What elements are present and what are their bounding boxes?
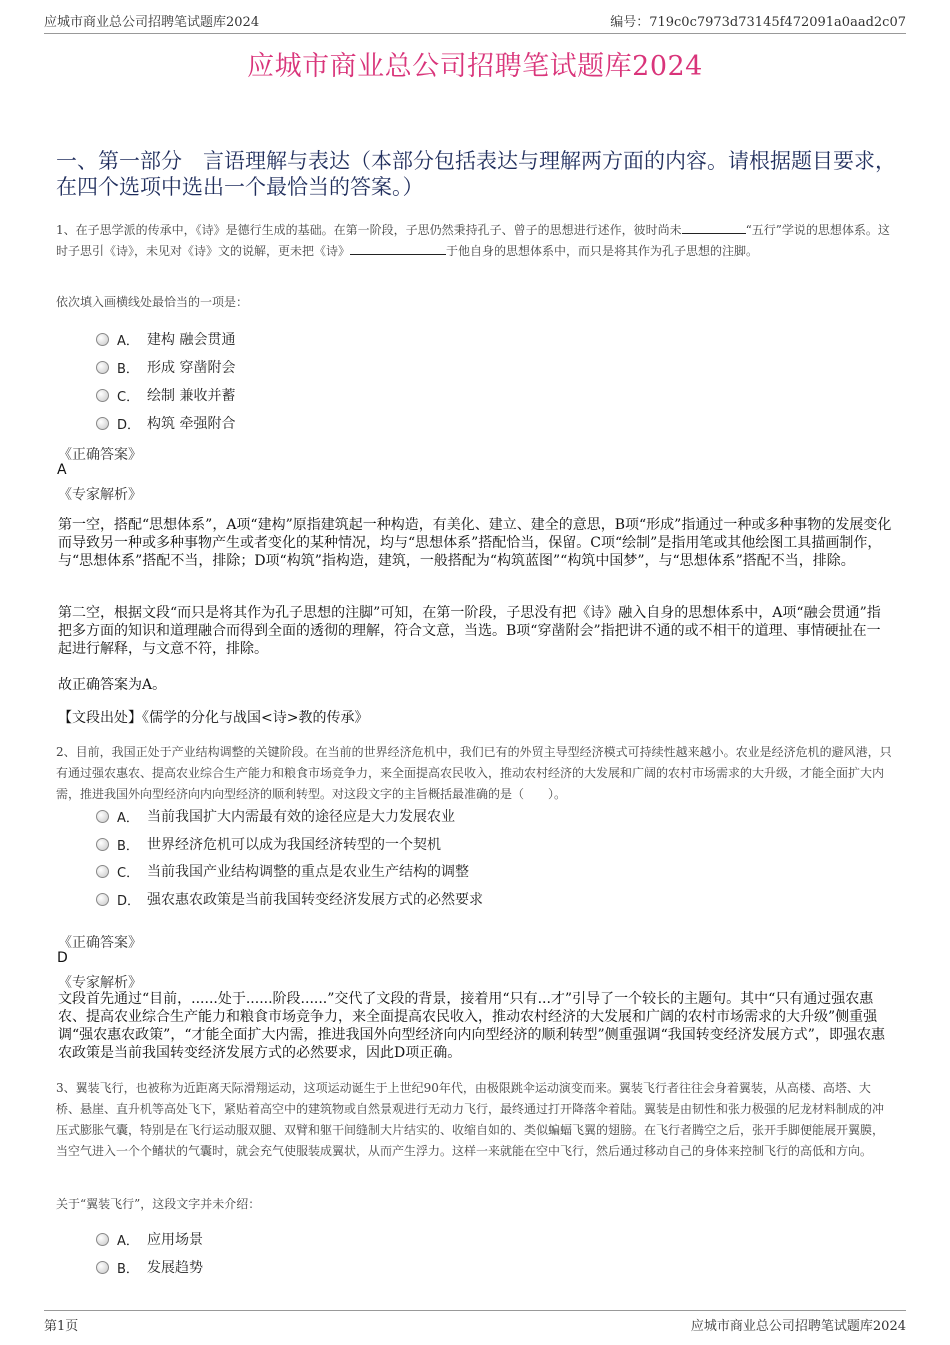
option-text: 世界经济危机可以成为我国经济转型的一个契机 bbox=[147, 837, 441, 853]
page-number: 第1页 bbox=[44, 1319, 79, 1334]
radio-icon[interactable] bbox=[96, 838, 109, 851]
radio-icon[interactable] bbox=[96, 361, 109, 374]
q1-conclusion: 故正确答案为A。 bbox=[58, 677, 167, 693]
option-letter: D． bbox=[117, 893, 141, 909]
q2-answer: D bbox=[57, 950, 68, 966]
q2-option-c[interactable] bbox=[96, 860, 469, 882]
document-title: 应城市商业总公司招聘笔试题库2024 bbox=[247, 51, 703, 82]
option-letter: C． bbox=[117, 865, 140, 881]
radio-icon[interactable] bbox=[96, 1233, 109, 1246]
radio-icon[interactable] bbox=[96, 893, 109, 906]
option-letter: D． bbox=[117, 417, 141, 433]
q3-option-b[interactable] bbox=[96, 1256, 203, 1278]
option-text: 应用场景 bbox=[147, 1232, 203, 1248]
q2-analysis-label: 《专家解析》 bbox=[58, 975, 142, 991]
q1-text-part-3: 于他自身的思想体系中，而只是将其作为孔子思想的注脚。 bbox=[446, 244, 759, 258]
option-letter: B． bbox=[117, 1261, 139, 1277]
radio-icon[interactable] bbox=[96, 389, 109, 402]
q2-analysis: 文段首先通过“目前，......处于......阶段......”交代了文段的背景，接着用“只有...才”引导了一个较长的主题句。其中“只有通过强农惠农、提高农业综合生产能力和粮食市场竞争力，来全面提高农民收入，推动农村经济的大发展和广阔的农村市场需求的大升级”侧重强调“强农惠农政策”，“才能全面扩大内需，推进我国外向型经济向内向型经济的顺利转型”侧重强调“我国转变经济发展方式”，即强农惠农政策是当前我国转变经济发展方式的必然要求，因此D项正确。 bbox=[58, 991, 885, 1061]
option-text: 建构 融会贯通 bbox=[147, 332, 236, 348]
radio-icon[interactable] bbox=[96, 417, 109, 430]
q1-answer: A bbox=[57, 462, 67, 478]
q1-option-b[interactable] bbox=[96, 356, 235, 378]
radio-icon[interactable] bbox=[96, 865, 109, 878]
option-letter: A． bbox=[117, 333, 139, 349]
header-left-title: 应城市商业总公司招聘笔试题库2024 bbox=[44, 15, 260, 30]
q1-analysis-label: 《专家解析》 bbox=[58, 487, 142, 503]
q1-text-part-1: 1、在子思学派的传承中，《诗》是德行生成的基础。在第一阶段，子思仍然秉持孔子、曾子的思想进行述作，彼时尚未 bbox=[56, 223, 682, 237]
q1-option-d[interactable] bbox=[96, 412, 235, 434]
option-text: 强农惠农政策是当前我国转变经济发展方式的必然要求 bbox=[147, 892, 483, 908]
option-letter: A． bbox=[117, 810, 139, 826]
q1-text-part-2: “五行”学说的思想体系。这时子思引《诗》，未见对《诗》文的说解，更未把《诗》 bbox=[56, 223, 890, 258]
q3-prompt: 关于“翼装飞行”，这段文字并未介绍： bbox=[56, 1197, 261, 1211]
footer-title: 应城市商业总公司招聘笔试题库2024 bbox=[690, 1319, 906, 1334]
q2-option-a[interactable] bbox=[96, 805, 455, 827]
q1-blank-1 bbox=[682, 222, 746, 234]
q1-source: 【文段出处】《儒学的分化与战国<诗>教的传承》 bbox=[58, 710, 369, 726]
q1-analysis-paragraph-2: 第二空，根据文段“而只是将其作为孔子思想的注脚”可知，在第一阶段，子思没有把《诗》融入自身的思想体系中，A项“融会贯通”指把多方面的知识和道理融合而得到全面的透彻的理解，符合文意，当选。B项“穿凿附会”指把讲不通的或不相干的道理、事情硬扯在一起进行解释，与文意不符，排除。 bbox=[58, 605, 881, 657]
option-text: 当前我国扩大内需最有效的途径应是大力发展农业 bbox=[147, 809, 455, 825]
option-text: 形成 穿凿附会 bbox=[147, 360, 236, 376]
q2-answer-label: 《正确答案》 bbox=[58, 935, 142, 951]
page-footer bbox=[44, 1310, 906, 1334]
question-3-text: 3、翼装飞行，也被称为近距离天际滑翔运动，这项运动诞生于上世纪90年代，由极限跳伞运动演变而来。翼装飞行者往往会身着翼装，从高楼、高塔、大桥、悬崖、直升机等高处飞下，紧贴着高空中的建筑物或自然景观进行无动力飞行，最终通过打开降落伞着陆。翼装是由韧性和张力极强的尼龙材料制成的冲压式膨胀气囊，特别是在飞行运动服双腿、双臂和躯干间缝制大片结实的、收缩自如的、类似蝙蝠飞翼的翅膀。在飞行者腾空之后，张开手脚便能展开翼膜，当空气进入一个个鳍状的气囊时，就会充气使服装成翼状，从而产生浮力。这样一来就能在空中飞行，然后通过移动自己的身体来控制飞行的高低和方向。 bbox=[56, 1081, 885, 1158]
q1-blank-2 bbox=[350, 243, 446, 255]
option-letter: A． bbox=[117, 1233, 139, 1249]
q3-option-a[interactable] bbox=[96, 1228, 203, 1250]
radio-icon[interactable] bbox=[96, 1261, 109, 1274]
question-1-text bbox=[56, 220, 894, 262]
question-2-text: 2、目前，我国正处于产业结构调整的关键阶段。在当前的世界经济危机中，我们已有的外贸主导型经济模式可持续性越来越小。农业是经济危机的避风港，只有通过强农惠农、提高农业综合生产能力和粮食市场竞争力，来全面提高农民收入，推动农村经济的大发展和广阔的农村市场需求的大升级，才能全面扩大内需，推进我国外向型经济向内向型经济的顺利转型。对这段文字的主旨概括最准确的是（ ）。 bbox=[56, 745, 892, 801]
option-letter: C． bbox=[117, 389, 140, 405]
q1-answer-label: 《正确答案》 bbox=[58, 447, 142, 463]
q1-option-a[interactable] bbox=[96, 328, 235, 350]
option-text: 当前我国产业结构调整的重点是农业生产结构的调整 bbox=[147, 864, 469, 880]
option-text: 构筑 牵强附合 bbox=[147, 416, 236, 432]
option-letter: B． bbox=[117, 838, 139, 854]
page-header bbox=[44, 10, 906, 34]
option-text: 绘制 兼收并蓄 bbox=[147, 388, 236, 404]
radio-icon[interactable] bbox=[96, 810, 109, 823]
q2-option-b[interactable] bbox=[96, 833, 441, 855]
header-doc-id: 编号：719c0c7973d73145f472091a0aad2c07 bbox=[610, 15, 906, 30]
radio-icon[interactable] bbox=[96, 333, 109, 346]
option-text: 发展趋势 bbox=[147, 1260, 203, 1276]
option-letter: B． bbox=[117, 361, 139, 377]
q1-option-c[interactable] bbox=[96, 384, 235, 406]
q1-analysis-paragraph-1: 第一空，搭配“思想体系”，A项“建构”原指建筑起一种构造，有美化、建立、建全的意思，B项“形成”指通过一种或多种事物的发展变化而导致另一种或多种事物产生或者变化的某种情况，均与“思想体系”搭配恰当，保留。C项“绘制”是指用笔或其他绘图工具描画制作，与“思想体系”搭配不当，排除；D项“构筑”指构造，建筑，一般搭配为“构筑蓝图”“构筑中国梦”，与“思想体系”搭配不当，排除。 bbox=[58, 517, 892, 569]
q2-option-d[interactable] bbox=[96, 888, 483, 910]
q1-prompt: 依次填入画横线处最恰当的一项是： bbox=[56, 295, 249, 309]
section-heading: 一、第一部分 言语理解与表达（本部分包括表达与理解两方面的内容。请根据题目要求，在四个选项中选出一个最恰当的答案。） bbox=[56, 149, 896, 199]
